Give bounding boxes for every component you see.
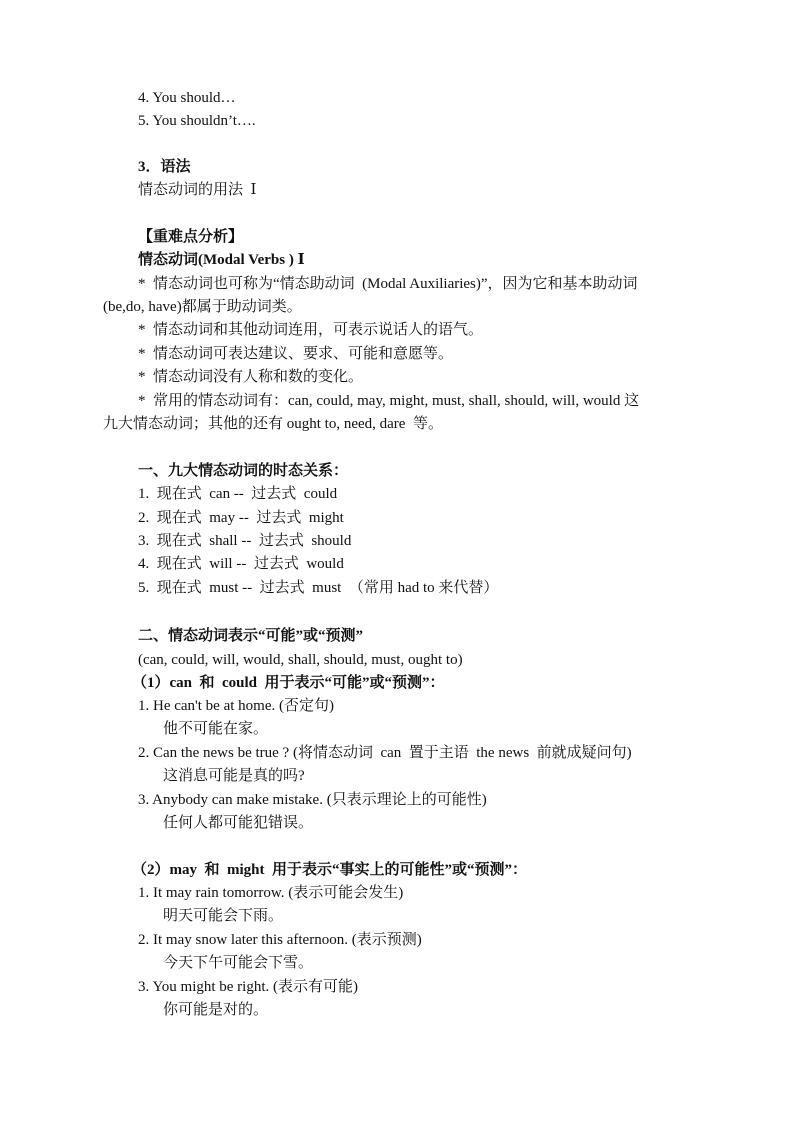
tense-item: 3. 现在式 shall -- 过去式 should xyxy=(138,533,352,549)
analysis-note: * 情态动词没有人称和数的变化。 xyxy=(138,369,364,385)
example-en: 3. You might be right. (表示有可能) xyxy=(138,979,359,995)
analysis-note: 九大情态动词；其他的还有 ought to, need, dare 等。 xyxy=(103,416,443,432)
analysis-note: * 情态动词可表达建议、要求、可能和意愿等。 xyxy=(138,346,454,362)
example-en: 1. He can't be at home. (否定句) xyxy=(138,698,334,714)
intro-item-4: 4. You should… xyxy=(138,90,236,106)
analysis-note: * 情态动词和其他动词连用，可表示说话人的语气。 xyxy=(138,322,484,338)
sub2-heading: （2）may 和 might 用于表示“事实上的可能性”或“预测”： xyxy=(132,862,527,878)
analysis-note: (be,do, have)都属于助动词类。 xyxy=(103,299,302,315)
example-zh: 你可能是对的。 xyxy=(163,1002,269,1018)
example-zh: 明天可能会下雨。 xyxy=(163,908,284,924)
example-zh: 今天下午可能会下雪。 xyxy=(163,955,314,971)
analysis-title: 情态动词(Modal Verbs ) Ⅰ xyxy=(138,252,305,268)
grammar-heading: 3．语法 xyxy=(138,159,191,175)
intro-item-5: 5. You shouldn’t…. xyxy=(138,113,256,129)
example-zh: 这消息可能是真的吗? xyxy=(163,768,305,784)
example-zh: 他不可能在家。 xyxy=(163,721,269,737)
example-en: 2. Can the news be true ? (将情态动词 can 置于主语 the news 前就成疑问句) xyxy=(138,745,632,761)
tense-item: 2. 现在式 may -- 过去式 might xyxy=(138,510,344,526)
section2-verb-list: (can, could, will, would, shall, should, must, ought to) xyxy=(138,652,463,668)
analysis-heading: 【重难点分析】 xyxy=(138,229,244,245)
example-en: 2. It may snow later this afternoon. (表示预测) xyxy=(138,932,422,948)
analysis-note: * 常用的情态动词有：can, could, may, might, must, shall, should, will, would 这 xyxy=(138,393,640,409)
section2-heading: 二、情态动词表示“可能”或“预测” xyxy=(138,628,364,644)
example-en: 3. Anybody can make mistake. (只表示理论上的可能性) xyxy=(138,792,487,808)
tense-item: 1. 现在式 can -- 过去式 could xyxy=(138,486,338,502)
tense-item: 5. 现在式 must -- 过去式 must （常用 had to 来代替） xyxy=(138,580,499,596)
sub1-heading: （1）can 和 could 用于表示“可能”或“预测”： xyxy=(132,675,445,691)
analysis-note: * 情态动词也可称为“情态助动词 (Modal Auxiliaries)”，因为它和基本助动词 xyxy=(138,276,638,292)
example-en: 1. It may rain tomorrow. (表示可能会发生) xyxy=(138,885,404,901)
grammar-subtitle: 情态动词的用法 Ⅰ xyxy=(138,182,257,198)
section1-heading: 一、九大情态动词的时态关系： xyxy=(138,463,349,479)
example-zh: 任何人都可能犯错误。 xyxy=(163,815,314,831)
tense-item: 4. 现在式 will -- 过去式 would xyxy=(138,556,344,572)
